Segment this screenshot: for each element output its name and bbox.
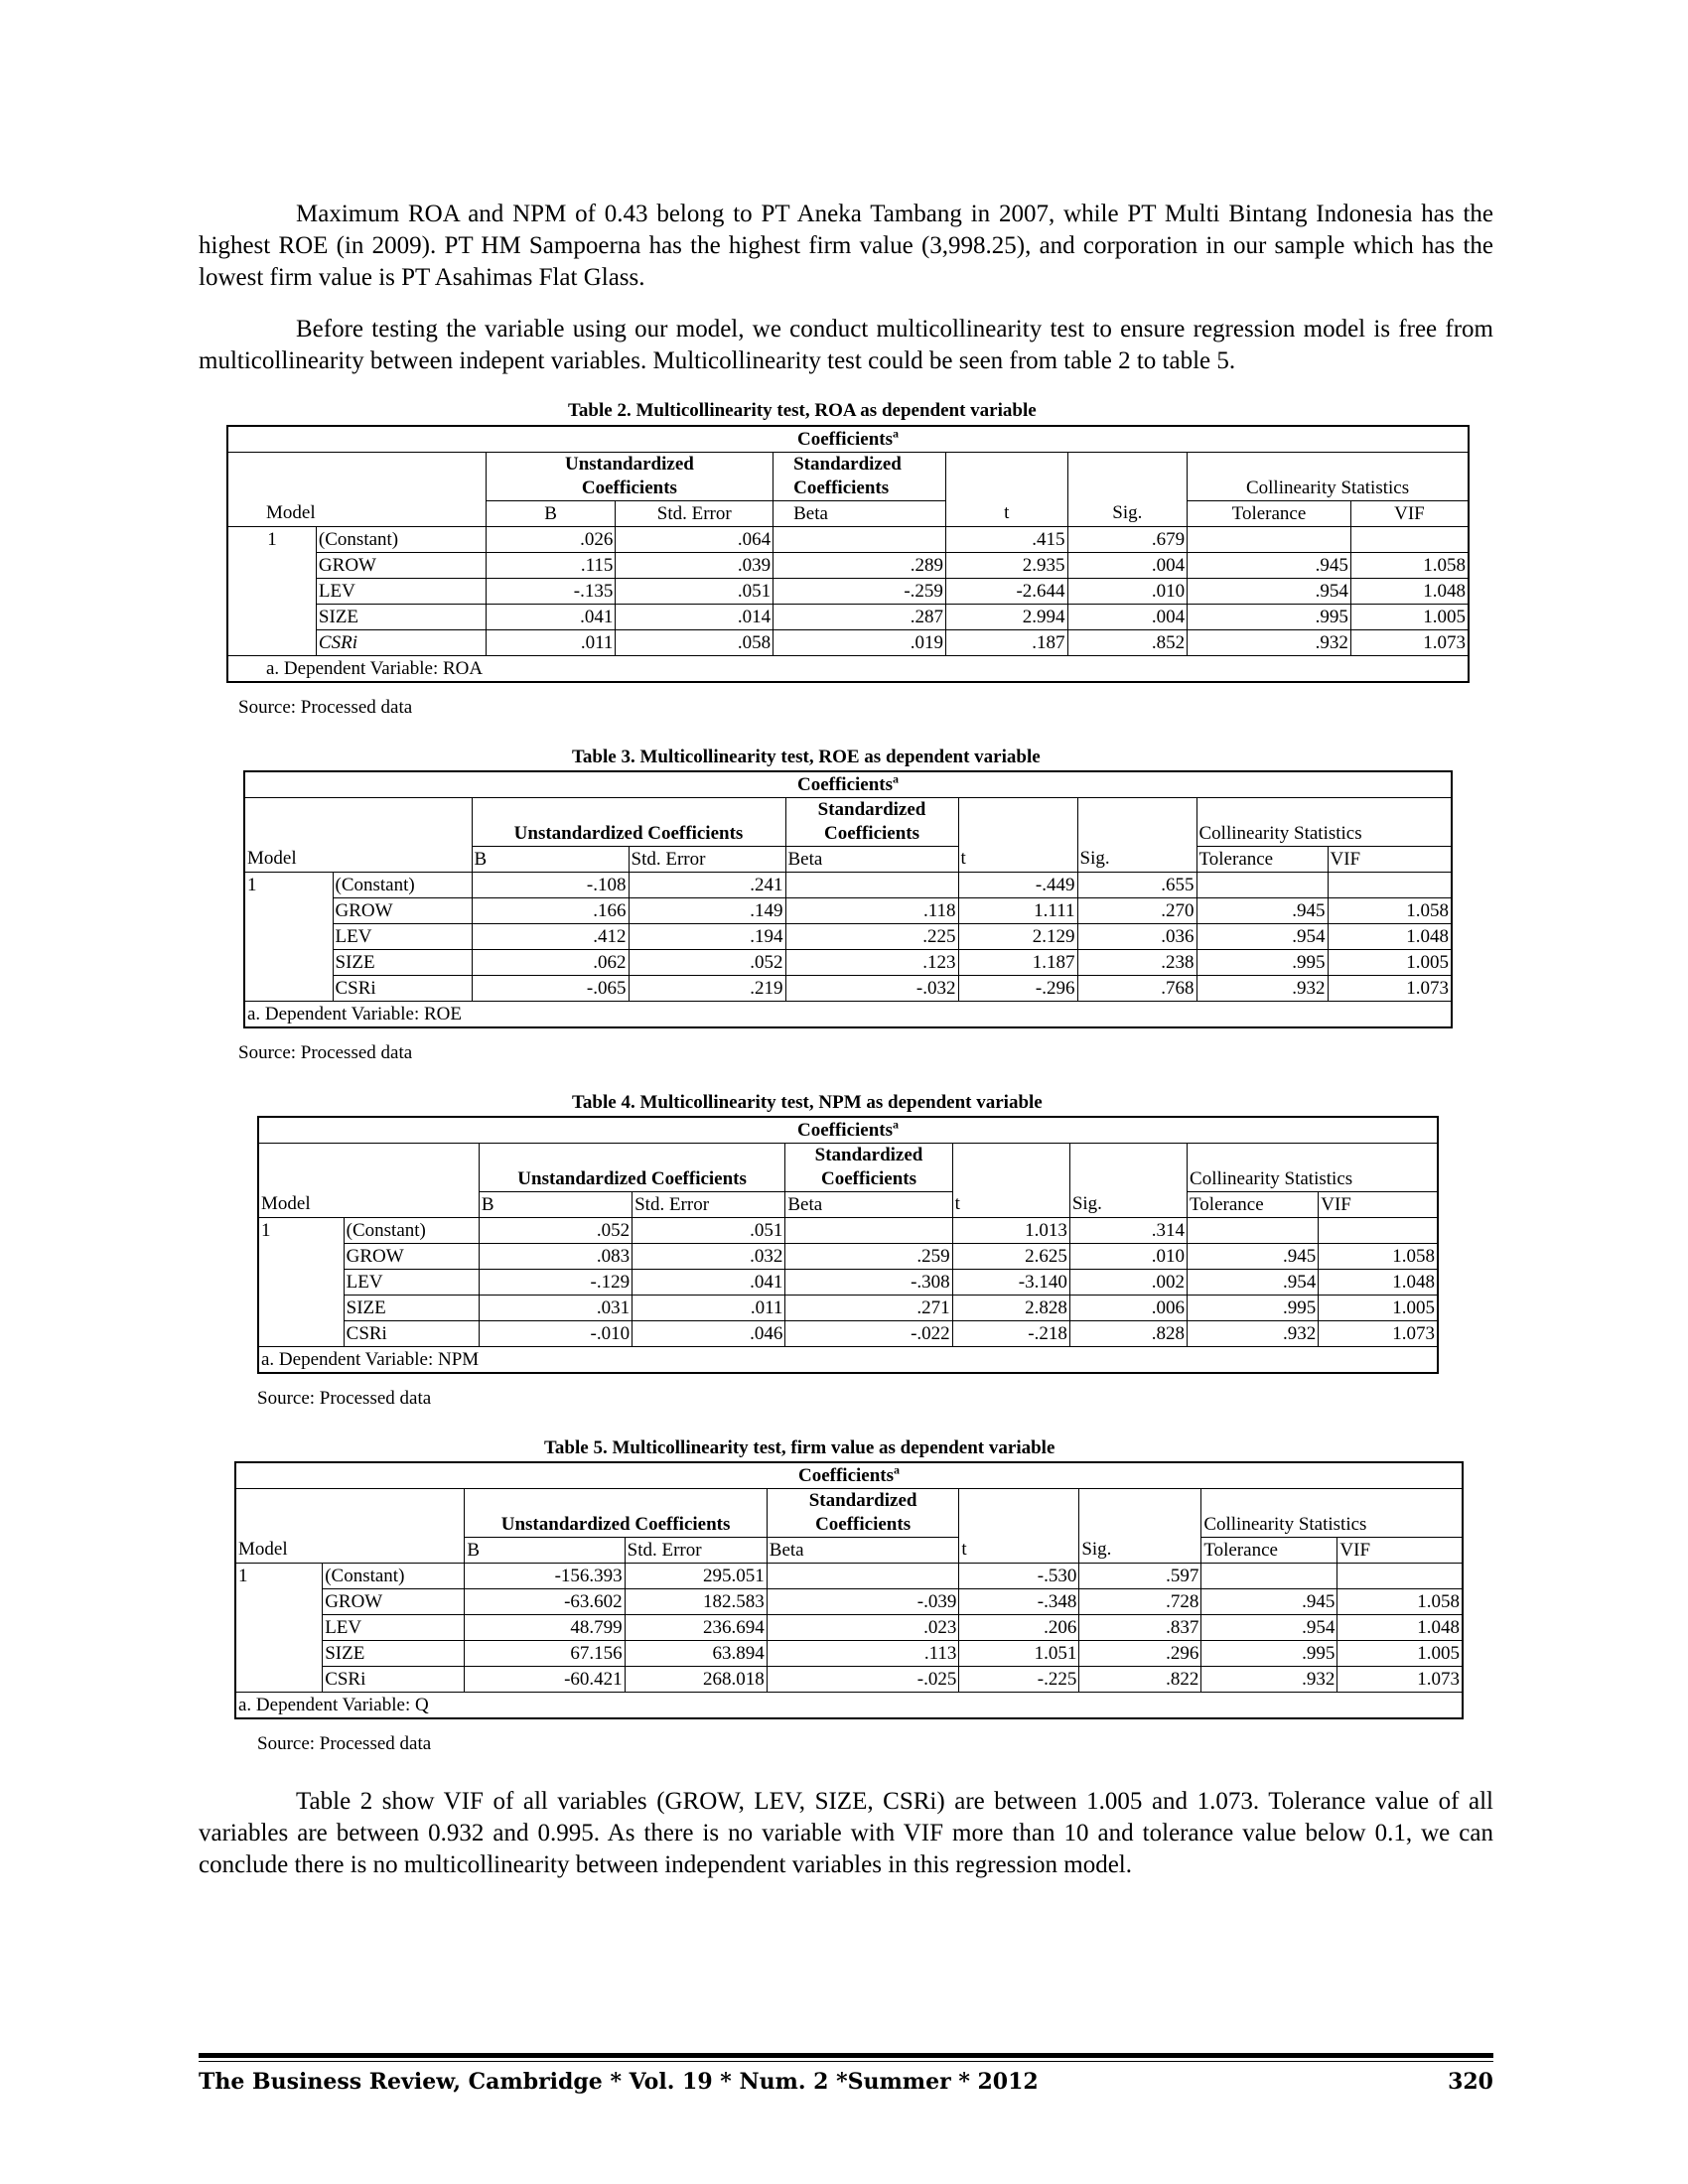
beta-header: Beta	[767, 1538, 959, 1564]
table-5	[234, 1461, 1464, 1719]
vif-header: VIF	[1321, 1193, 1351, 1215]
t-header: t	[959, 1538, 1079, 1564]
t-header: t	[945, 501, 1067, 527]
table-note: a. Dependent Variable: ROE	[247, 1003, 462, 1024]
b-header: B	[465, 1538, 625, 1564]
b-header: B	[479, 1192, 632, 1218]
stderr-header: Std. Error	[625, 1538, 767, 1564]
model-header: Model	[228, 501, 486, 527]
sig-header: Sig.	[1067, 501, 1188, 527]
table-2-caption: Table 2. Multicollinearity test, ROA as dependent variable	[568, 400, 1037, 421]
coefficients-title: Coefficients$^a$	[259, 1118, 1437, 1144]
sig-header: Sig.	[1077, 847, 1196, 873]
table-row: CSRi -60.421 268.018 -.025 -.225 .822 .932 1.073	[236, 1667, 1462, 1693]
table-3-source: Source: Processed data	[238, 1042, 413, 1063]
std-header: Standardized Coefficients	[785, 1144, 952, 1192]
model-number: 1	[247, 874, 257, 895]
vif-header: VIF	[1394, 502, 1425, 524]
collinearity-header: Collinearity Statistics	[1196, 798, 1451, 847]
table-row: 1 (Constant) -156.393 295.051 -.530 .597	[236, 1564, 1462, 1589]
table-row: 1 (Constant) .026 .064 .415 .679	[228, 527, 1468, 553]
table-row: LEV .412 .194 .225 2.129 .036 .954 1.048	[245, 924, 1451, 950]
unstd-header: Unstandardized Coefficients	[465, 1489, 767, 1538]
table-4	[257, 1116, 1439, 1374]
footer-rule-thick	[199, 2053, 1493, 2058]
model-number: 1	[267, 528, 277, 550]
table-row: GROW .166 .149 .118 1.111 .270 .945 1.058	[245, 898, 1451, 924]
paragraph-3: Table 2 show VIF of all variables (GROW, LEV, SIZE, CSRi) are between 1.005 and 1.073. Tolerance value of all variables are between 0.932 and 0.995. As there is no variable with VIF more than 10 and tolerance value below 0.1, we can conclude there is no multicollinearity between independent variables in this regression model.	[199, 1788, 1493, 1878]
footer-rule-thin	[199, 2061, 1493, 2062]
table-row: GROW -63.602 182.583 -.039 -.348 .728 .945 1.058	[236, 1589, 1462, 1615]
sig-header: Sig.	[1079, 1538, 1201, 1564]
tolerance-header: Tolerance	[1188, 1192, 1319, 1218]
table-4-source: Source: Processed data	[257, 1388, 432, 1409]
table-2	[226, 425, 1470, 683]
unstd-header: Unstandardized Coefficients	[479, 1144, 785, 1192]
model-number: 1	[238, 1565, 248, 1586]
std-header: Standardized Coefficients	[767, 1489, 959, 1538]
table-2-source: Source: Processed data	[238, 697, 413, 718]
table-5-source: Source: Processed data	[257, 1733, 432, 1754]
sig-header: Sig.	[1069, 1192, 1187, 1218]
table-row: GROW .115 .039 .289 2.935 .004 .945 1.058	[228, 553, 1468, 579]
footer-journal: The Business Review, Cambridge * Vol. 19 * Num. 2 *Summer * 2012	[199, 2069, 1039, 2095]
b-header: B	[486, 501, 616, 527]
b-header: B	[472, 847, 629, 873]
stderr-header: Std. Error	[616, 501, 774, 527]
paragraph-1: Maximum ROA and NPM of 0.43 belong to PT Aneka Tambang in 2007, while PT Multi Bintang Indonesia has the highest ROE (in 2009). PT HM Sampoerna has the highest firm value (3,998.25), and corporation in our sample which has the lowest firm value is PT Asahimas Flat Glass.	[199, 201, 1493, 291]
coefficients-title: Coefficients$^a$	[236, 1463, 1462, 1489]
table-3-caption: Table 3. Multicollinearity test, ROE as dependent variable	[572, 747, 1041, 767]
table-row: CSRi -.010 .046 -.022 -.218 .828 .932 1.073	[259, 1321, 1437, 1347]
tolerance-header: Tolerance	[1201, 1538, 1337, 1564]
vif-header: VIF	[1330, 848, 1361, 870]
beta-header: Beta	[785, 847, 958, 873]
table-row: 1 (Constant) .052 .051 1.013 .314	[259, 1218, 1437, 1244]
table-row: GROW .083 .032 .259 2.625 .010 .945 1.058	[259, 1244, 1437, 1270]
stderr-header: Std. Error	[629, 847, 785, 873]
paragraph-2: Before testing the variable using our model, we conduct multicollinearity test to ensure regression model is free from multicollinearity between indepent variables. Multicollinearity test could be seen from table 2 to table 5.	[199, 316, 1493, 374]
std-header: Standardized Coefficients	[774, 453, 946, 501]
t-header: t	[958, 847, 1077, 873]
table-row: LEV -.129 .041 -.308 -3.140 .002 .954 1.048	[259, 1270, 1437, 1296]
collinearity-header: Collinearity Statistics	[1201, 1489, 1462, 1538]
table-note: a. Dependent Variable: Q	[238, 1694, 429, 1715]
table-row: CSRi .011 .058 .019 .187 .852 .932 1.073	[228, 630, 1468, 656]
beta-header: Beta	[785, 1192, 952, 1218]
collinearity-header: Collinearity Statistics	[1188, 1144, 1437, 1192]
model-number: 1	[261, 1219, 271, 1241]
table-note: a. Dependent Variable: NPM	[261, 1348, 480, 1370]
coefficients-title: Coefficients$^a$	[228, 427, 1468, 453]
table-row: SIZE .031 .011 .271 2.828 .006 .995 1.005	[259, 1296, 1437, 1321]
table-row: SIZE .062 .052 .123 1.187 .238 .995 1.005	[245, 950, 1451, 976]
model-header: Model	[259, 1192, 479, 1218]
table-3	[243, 770, 1453, 1028]
stderr-header: Std. Error	[633, 1192, 785, 1218]
table-4-caption: Table 4. Multicollinearity test, NPM as dependent variable	[572, 1092, 1043, 1113]
unstd-header: Unstandardized Coefficients	[472, 798, 785, 847]
t-header: t	[952, 1192, 1069, 1218]
table-row: LEV 48.799 236.694 .023 .206 .837 .954 1.048	[236, 1615, 1462, 1641]
model-header: Model	[245, 847, 472, 873]
tolerance-header: Tolerance	[1188, 501, 1351, 527]
coefficients-title: Coefficients$^a$	[245, 772, 1451, 798]
model-header: Model	[236, 1538, 465, 1564]
page-number: 320	[1448, 2069, 1493, 2095]
vif-header: VIF	[1339, 1539, 1371, 1561]
table-5-caption: Table 5. Multicollinearity test, firm value as dependent variable	[544, 1437, 1055, 1458]
table-note: a. Dependent Variable: ROA	[266, 657, 484, 679]
unstd-header: Unstandardized Coefficients	[486, 453, 773, 501]
table-row: LEV -.135 .051 -.259 -2.644 .010 .954 1.048	[228, 579, 1468, 605]
std-header: Standardized Coefficients	[785, 798, 958, 847]
table-row: SIZE 67.156 63.894 .113 1.051 .296 .995 1.005	[236, 1641, 1462, 1667]
table-row: 1 (Constant) -.108 .241 -.449 .655	[245, 873, 1451, 898]
table-row: SIZE .041 .014 .287 2.994 .004 .995 1.005	[228, 605, 1468, 630]
collinearity-header: Collinearity Statistics	[1188, 453, 1468, 501]
table-row: CSRi -.065 .219 -.032 -.296 .768 .932 1.073	[245, 976, 1451, 1002]
beta-header: Beta	[774, 501, 946, 527]
tolerance-header: Tolerance	[1196, 847, 1328, 873]
